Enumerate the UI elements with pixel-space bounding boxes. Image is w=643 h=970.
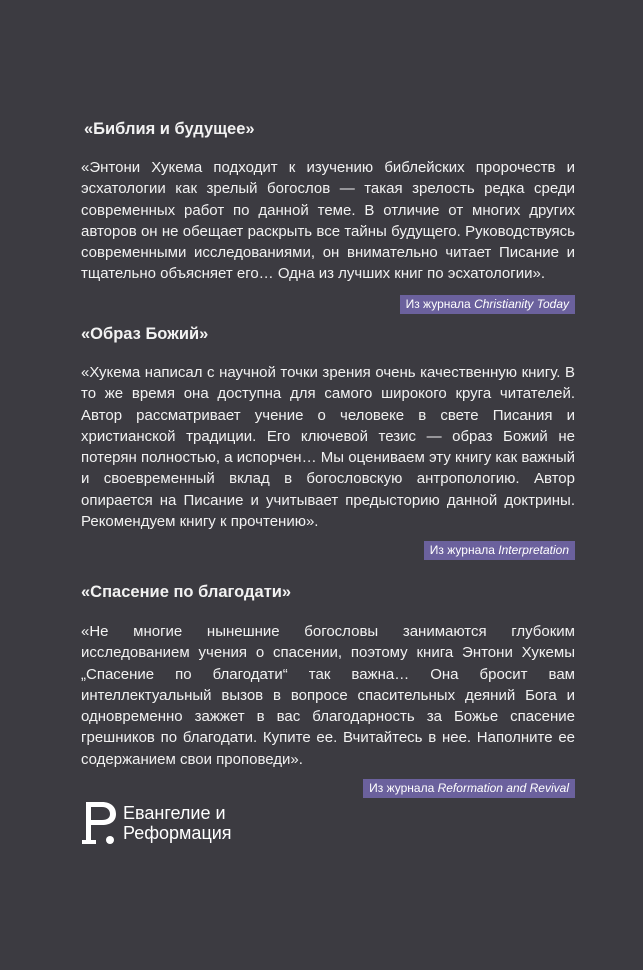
publisher-name-line1: Евангелие и — [123, 803, 226, 823]
source-journal: Christianity Today — [474, 297, 569, 311]
review-quote: «Хукема написал с научной точки зрения очень качественную книгу. В то же время она доступна для самого широкого круга читателей. Автор рассматривает учение о человеке в свете Писания и христианской традиции. Его ключевой тезис — образ Божий не потерян полностью, а испорчен… Мы оцениваем эту книгу как важный и своевременный вклад в богословскую антропологию. Автор опирается на Писание и учитывает предысторию данной доктрины. Рекомендуем книгу к прочтению». — [81, 364, 575, 531]
review-title: «Образ Божий» — [81, 325, 209, 343]
source-journal: Interpretation — [498, 543, 569, 557]
source-prefix: Из журнала — [369, 781, 435, 795]
source-prefix: Из журнала — [429, 543, 495, 557]
review-source-badge — [363, 779, 575, 798]
review-source-badge — [400, 295, 575, 314]
source-journal: Reformation and Revival — [437, 781, 569, 795]
review-section-2 — [81, 324, 575, 564]
review-section-1 — [81, 119, 575, 319]
review-source-badge — [424, 541, 575, 560]
source-prefix: Из журнала — [405, 297, 471, 311]
publisher-name — [123, 803, 232, 843]
publisher-logo-icon — [80, 800, 118, 846]
review-title: «Библия и будущее» — [84, 120, 255, 138]
publisher-name-line2: Реформация — [123, 823, 232, 843]
review-quote: «Энтони Хукема подходит к изучению библейских пророчеств и эсхатологии как зрелый богослов — такая зрелость редка среди современных работ по данной теме. В отличие от многих других авторов он не обещает раскрыть все тайны будущего. Руководствуясь современными исследованиями, он внимательно читает Писание и тщательно объясняет его… Одна из лучших книг по эсхатологии». — [81, 159, 575, 283]
review-section-3 — [81, 582, 575, 802]
review-quote: «Не многие нынешние богословы занимаются глубоким исследованием учения о спасении, поэтому книга Энтони Хукемы „Спасение по благодати“ так важна… Она бросит вам интеллектуальный вызов в вопросе спасительных деяний Бога и одновременно зажжет в вас благодарность за Божье спасение грешников по благодати. Купите ее. Вчитайтесь в нее. Наполните ее содержанием свои проповеди». — [81, 623, 575, 768]
review-title: «Спасение по благодати» — [81, 583, 292, 601]
